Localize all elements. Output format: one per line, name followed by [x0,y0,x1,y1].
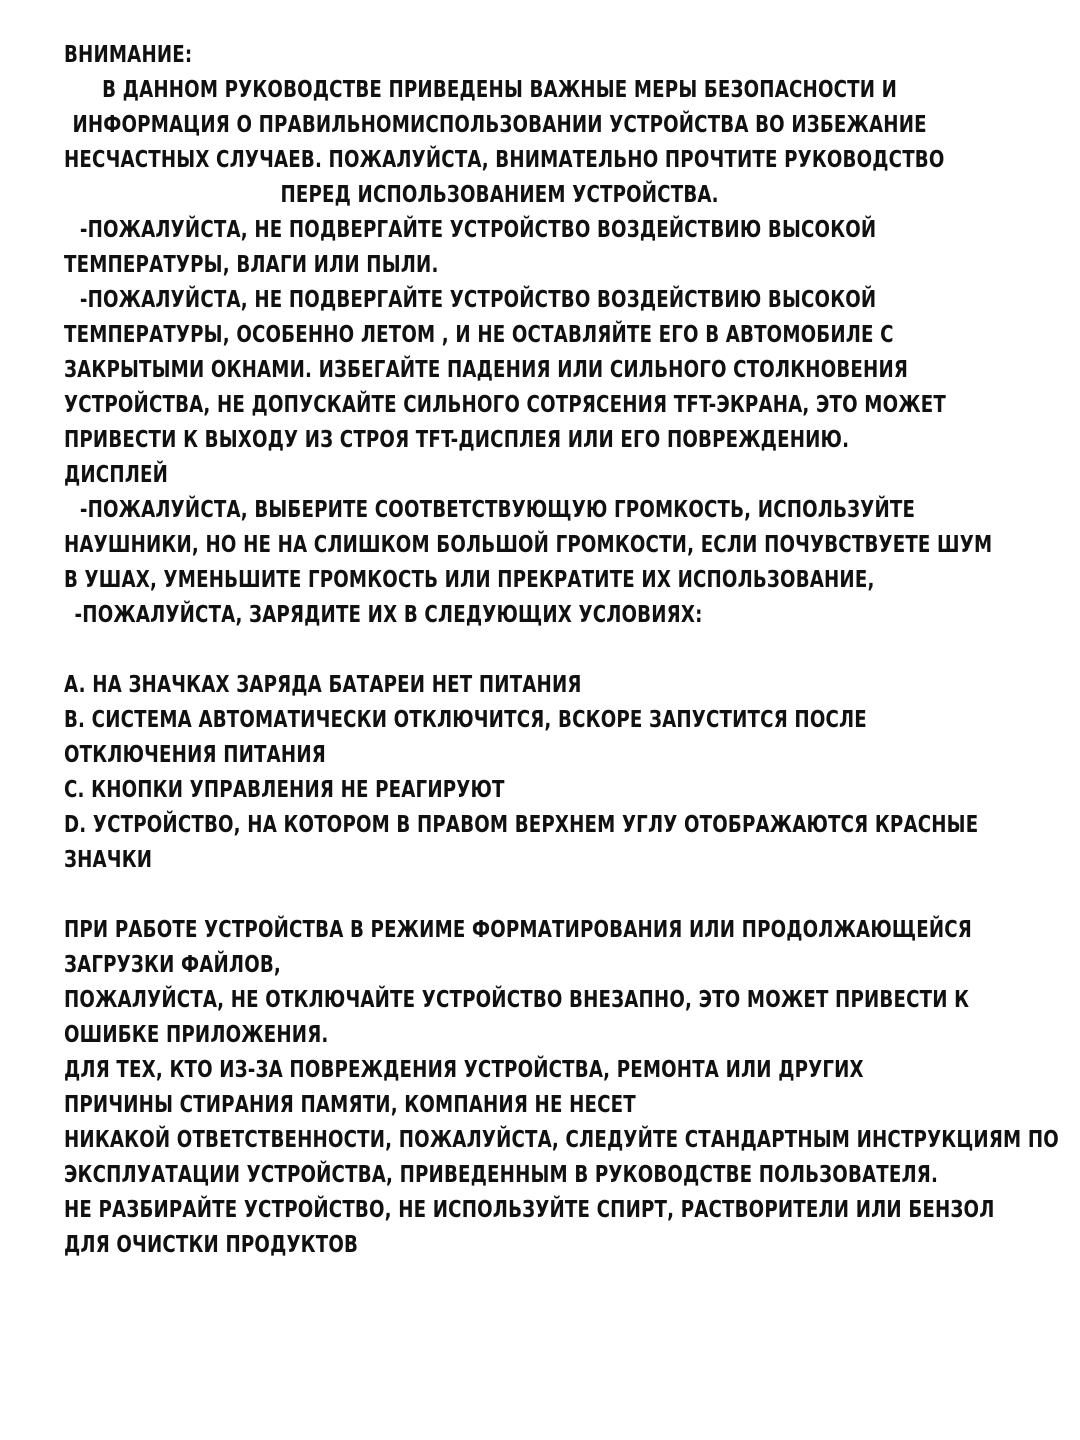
warning-line: ДИСПЛЕЙ [64,462,169,488]
warning-line: -ПОЖАЛУЙСТА, НЕ ПОДВЕРГАЙТЕ УСТРОЙСТВО ВОЗДЕЙСТВИЮ ВЫСОКОЙ [79,217,877,243]
list-item: B. СИСТЕМА АВТОМАТИЧЕСКИ ОТКЛЮЧИТСЯ, ВСКОРЕ ЗАПУСТИТСЯ ПОСЛЕ [64,707,867,733]
closing-line: НИКАКОЙ ОТВЕТСТВЕННОСТИ, ПОЖАЛУЙСТА, СЛЕДУЙТЕ СТАНДАРТНЫМ ИНСТРУКЦИЯМ ПО [64,1127,1059,1153]
warning-heat-dust [64,213,935,283]
warning-line: ТЕМПЕРАТУРЫ, ОСОБЕННО ЛЕТОМ , И НЕ ОСТАВЛЯЙТЕ ЕГО В АВТОМОБИЛЕ С [64,322,894,348]
list-item: D. УСТРОЙСТВО, НА КОТОРОМ В ПРАВОМ ВЕРХНЕМ УГЛУ ОТОБРАЖАЮТСЯ КРАСНЫЕ [64,812,979,838]
list-item: C. КНОПКИ УПРАВЛЕНИЯ НЕ РЕАГИРУЮТ [64,777,505,803]
warning-line: В УШАХ, УМЕНЬШИТЕ ГРОМКОСТЬ ИЛИ ПРЕКРАТИТЕ ИХ ИСПОЛЬЗОВАНИЕ, [64,567,875,593]
closing-line: НЕ РАЗБИРАЙТЕ УСТРОЙСТВО, НЕ ИСПОЛЬЗУЙТЕ СПИРТ, РАСТВОРИТЕЛИ ИЛИ БЕНЗОЛ [64,1197,995,1223]
document-heading: ВНИМАНИЕ: [64,42,193,68]
spacer [64,878,935,913]
closing-line: ДЛЯ ОЧИСТКИ ПРОДУКТОВ [64,1232,359,1258]
closing-line: ДЛЯ ТЕХ, КТО ИЗ-ЗА ПОВРЕЖДЕНИЯ УСТРОЙСТВА, РЕМОНТА ИЛИ ДРУГИХ [64,1057,864,1083]
warning-line: ЗАКРЫТЫМИ ОКНАМИ. ИЗБЕГАЙТЕ ПАДЕНИЯ ИЛИ СИЛЬНОГО СТОЛКНОВЕНИЯ [64,357,909,383]
closing-line: ПРИЧИНЫ СТИРАНИЯ ПАМЯТИ, КОМПАНИЯ НЕ НЕСЕТ [64,1092,636,1118]
intro-line: ПЕРЕД ИСПОЛЬЗОВАНИЕМ УСТРОЙСТВА. [280,182,719,208]
intro-paragraph [64,73,945,213]
spacer [64,633,935,668]
list-item: ЗНАЧКИ [64,847,153,873]
closing-line: ОШИБКЕ ПРИЛОЖЕНИЯ. [64,1022,329,1048]
warning-line: -ПОЖАЛУЙСТА, НЕ ПОДВЕРГАЙТЕ УСТРОЙСТВО ВОЗДЕЙСТВИЮ ВЫСОКОЙ [79,287,877,313]
document-page [64,38,1059,1263]
warning-temperature-shock [64,283,946,493]
charging-conditions-list [64,668,979,878]
warning-charging: -ПОЖАЛУЙСТА, ЗАРЯДИТЕ ИХ В СЛЕДУЮЩИХ УСЛОВИЯХ: [74,602,703,628]
closing-line: ЗАГРУЗКИ ФАЙЛОВ, [64,952,282,978]
intro-line: ИНФОРМАЦИЯ О ПРАВИЛЬНОМИСПОЛЬЗОВАНИИ УСТРОЙСТВА ВО ИЗБЕЖАНИЕ [72,112,927,138]
closing-line: ПОЖАЛУЙСТА, НЕ ОТКЛЮЧАЙТЕ УСТРОЙСТВО ВНЕЗАПНО, ЭТО МОЖЕТ ПРИВЕСТИ К [64,987,970,1013]
list-item: A. НА ЗНАЧКАХ ЗАРЯДА БАТАРЕИ НЕТ ПИТАНИЯ [64,672,582,698]
warning-line: НАУШНИКИ, НО НЕ НА СЛИШКОМ БОЛЬШОЙ ГРОМКОСТИ, ЕСЛИ ПОЧУВСТВУЕТЕ ШУМ [64,532,993,558]
warning-line: ПРИВЕСТИ К ВЫХОДУ ИЗ СТРОЯ TFT-ДИСПЛЕЯ ИЛИ ЕГО ПОВРЕЖДЕНИЮ. [64,427,850,453]
warning-line: УСТРОЙСТВА, НЕ ДОПУСКАЙТЕ СИЛЬНОГО СОТРЯСЕНИЯ TFT-ЭКРАНА, ЭТО МОЖЕТ [64,392,946,418]
closing-line: ЭКСПЛУАТАЦИИ УСТРОЙСТВА, ПРИВЕДЕННЫМ В РУКОВОДСТВЕ ПОЛЬЗОВАТЕЛЯ. [64,1162,939,1188]
warning-line: ТЕМПЕРАТУРЫ, ВЛАГИ ИЛИ ПЫЛИ. [64,252,439,278]
closing-line: ПРИ РАБОТЕ УСТРОЙСТВА В РЕЖИМЕ ФОРМАТИРОВАНИЯ ИЛИ ПРОДОЛЖАЮЩЕЙСЯ [64,917,972,943]
intro-line: НЕСЧАСТНЫХ СЛУЧАЕВ. ПОЖАЛУЙСТА, ВНИМАТЕЛЬНО ПРОЧТИТЕ РУКОВОДСТВО [64,147,945,173]
closing-paragraph [64,913,1059,1263]
warning-volume [64,493,993,598]
warning-line: -ПОЖАЛУЙСТА, ВЫБЕРИТЕ СООТВЕТСТВУЮЩУЮ ГРОМКОСТЬ, ИСПОЛЬЗУЙТЕ [79,497,916,523]
intro-line: В ДАННОМ РУКОВОДСТВЕ ПРИВЕДЕНЫ ВАЖНЫЕ МЕРЫ БЕЗОПАСНОСТИ И [102,77,898,103]
list-item: ОТКЛЮЧЕНИЯ ПИТАНИЯ [64,742,326,768]
